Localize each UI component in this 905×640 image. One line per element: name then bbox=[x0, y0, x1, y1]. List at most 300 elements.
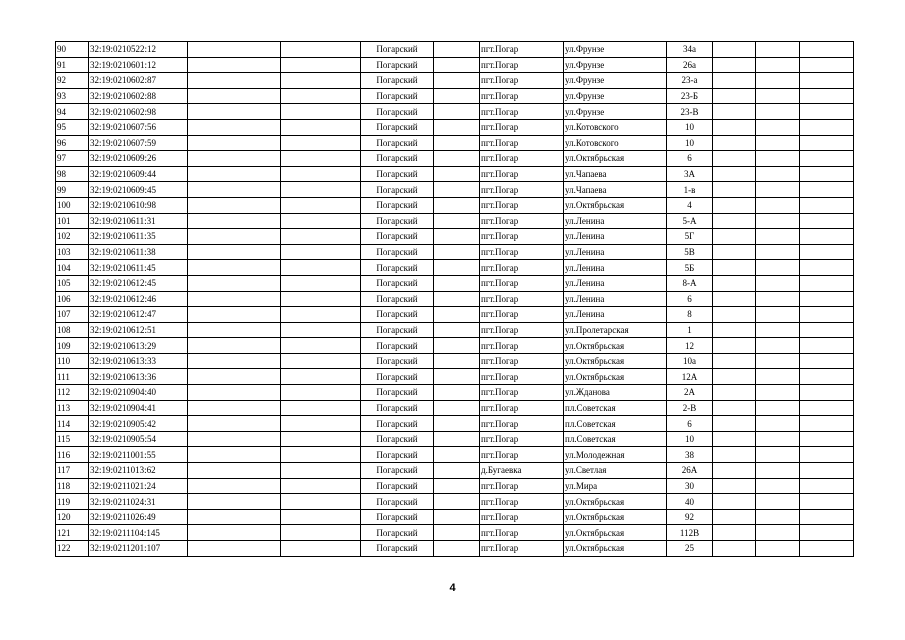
table-row bbox=[56, 353, 854, 369]
empty-cell bbox=[434, 88, 480, 104]
district: Погарский bbox=[361, 57, 434, 73]
house-number: 26а bbox=[667, 57, 713, 73]
row-number: 97 bbox=[56, 151, 89, 167]
empty-cell bbox=[434, 338, 480, 354]
row-number: 90 bbox=[56, 42, 89, 58]
table-row bbox=[56, 135, 854, 151]
row-number: 107 bbox=[56, 307, 89, 323]
empty-cell bbox=[188, 447, 281, 463]
empty-cell bbox=[281, 244, 361, 260]
row-number: 91 bbox=[56, 57, 89, 73]
empty-cell bbox=[756, 447, 800, 463]
district: Погарский bbox=[361, 541, 434, 557]
empty-cell bbox=[281, 57, 361, 73]
empty-cell bbox=[713, 353, 756, 369]
empty-cell bbox=[756, 135, 800, 151]
empty-cell bbox=[713, 57, 756, 73]
district: Погарский bbox=[361, 213, 434, 229]
empty-cell bbox=[713, 307, 756, 323]
empty-cell bbox=[800, 104, 854, 120]
row-number: 119 bbox=[56, 494, 89, 510]
empty-cell bbox=[756, 291, 800, 307]
empty-cell bbox=[281, 166, 361, 182]
table-row bbox=[56, 104, 854, 120]
house-number: 5Б bbox=[667, 260, 713, 276]
empty-cell bbox=[756, 385, 800, 401]
empty-cell bbox=[713, 119, 756, 135]
house-number: 2-В bbox=[667, 400, 713, 416]
table-row bbox=[56, 213, 854, 229]
empty-cell bbox=[800, 369, 854, 385]
house-number: 38 bbox=[667, 447, 713, 463]
house-number: 1 bbox=[667, 322, 713, 338]
street: ул.Молодежная bbox=[564, 447, 667, 463]
empty-cell bbox=[188, 88, 281, 104]
district: Погарский bbox=[361, 525, 434, 541]
empty-cell bbox=[756, 322, 800, 338]
street: ул.Октябрьская bbox=[564, 369, 667, 385]
cadastral-number: 32:19:0210905:54 bbox=[89, 431, 188, 447]
street: ул.Ленина bbox=[564, 229, 667, 245]
empty-cell bbox=[281, 151, 361, 167]
empty-cell bbox=[800, 57, 854, 73]
settlement: пгт.Погар bbox=[480, 166, 564, 182]
empty-cell bbox=[800, 119, 854, 135]
cadastral-number: 32:19:0210612:47 bbox=[89, 307, 188, 323]
house-number: 6 bbox=[667, 151, 713, 167]
empty-cell bbox=[756, 525, 800, 541]
table-body bbox=[56, 42, 854, 557]
empty-cell bbox=[713, 509, 756, 525]
row-number: 122 bbox=[56, 541, 89, 557]
empty-cell bbox=[281, 275, 361, 291]
cadastral-number: 32:19:0210904:40 bbox=[89, 385, 188, 401]
empty-cell bbox=[756, 119, 800, 135]
settlement: пгт.Погар bbox=[480, 369, 564, 385]
house-number: 12 bbox=[667, 338, 713, 354]
cadastral-number: 32:19:0211026:49 bbox=[89, 509, 188, 525]
table-row bbox=[56, 275, 854, 291]
district: Погарский bbox=[361, 307, 434, 323]
empty-cell bbox=[713, 447, 756, 463]
empty-cell bbox=[713, 244, 756, 260]
empty-cell bbox=[713, 260, 756, 276]
empty-cell bbox=[756, 400, 800, 416]
empty-cell bbox=[756, 509, 800, 525]
empty-cell bbox=[434, 463, 480, 479]
house-number: 8-А bbox=[667, 275, 713, 291]
empty-cell bbox=[188, 119, 281, 135]
cadastral-number: 32:19:0210612:45 bbox=[89, 275, 188, 291]
empty-cell bbox=[434, 307, 480, 323]
house-number: 34а bbox=[667, 42, 713, 58]
empty-cell bbox=[281, 400, 361, 416]
cadastral-number: 32:19:0210611:31 bbox=[89, 213, 188, 229]
row-number: 93 bbox=[56, 88, 89, 104]
street: ул.Октябрьская bbox=[564, 509, 667, 525]
empty-cell bbox=[756, 260, 800, 276]
settlement: пгт.Погар bbox=[480, 416, 564, 432]
street: ул.Ленина bbox=[564, 307, 667, 323]
empty-cell bbox=[188, 431, 281, 447]
empty-cell bbox=[434, 166, 480, 182]
empty-cell bbox=[800, 135, 854, 151]
district: Погарский bbox=[361, 369, 434, 385]
empty-cell bbox=[434, 197, 480, 213]
row-number: 112 bbox=[56, 385, 89, 401]
table-row bbox=[56, 447, 854, 463]
settlement: пгт.Погар bbox=[480, 541, 564, 557]
empty-cell bbox=[713, 541, 756, 557]
settlement: д.Бугаевка bbox=[480, 463, 564, 479]
empty-cell bbox=[756, 197, 800, 213]
empty-cell bbox=[188, 307, 281, 323]
empty-cell bbox=[756, 541, 800, 557]
empty-cell bbox=[756, 275, 800, 291]
cadastral-number: 32:19:0210611:45 bbox=[89, 260, 188, 276]
empty-cell bbox=[800, 182, 854, 198]
empty-cell bbox=[800, 166, 854, 182]
empty-cell bbox=[800, 509, 854, 525]
row-number: 92 bbox=[56, 73, 89, 89]
empty-cell bbox=[756, 369, 800, 385]
empty-cell bbox=[434, 73, 480, 89]
house-number: 1-в bbox=[667, 182, 713, 198]
empty-cell bbox=[434, 42, 480, 58]
empty-cell bbox=[756, 229, 800, 245]
empty-cell bbox=[756, 104, 800, 120]
table-row bbox=[56, 322, 854, 338]
district: Погарский bbox=[361, 338, 434, 354]
empty-cell bbox=[434, 494, 480, 510]
empty-cell bbox=[188, 213, 281, 229]
settlement: пгт.Погар bbox=[480, 182, 564, 198]
table-row bbox=[56, 166, 854, 182]
empty-cell bbox=[188, 260, 281, 276]
empty-cell bbox=[281, 197, 361, 213]
table-row bbox=[56, 88, 854, 104]
empty-cell bbox=[434, 182, 480, 198]
cadastral-number: 32:19:0210609:45 bbox=[89, 182, 188, 198]
table-row bbox=[56, 57, 854, 73]
row-number: 110 bbox=[56, 353, 89, 369]
cadastral-number: 32:19:0210609:26 bbox=[89, 151, 188, 167]
empty-cell bbox=[434, 416, 480, 432]
empty-cell bbox=[713, 73, 756, 89]
empty-cell bbox=[713, 275, 756, 291]
settlement: пгт.Погар bbox=[480, 260, 564, 276]
street: ул.Котовского bbox=[564, 135, 667, 151]
settlement: пгт.Погар bbox=[480, 385, 564, 401]
house-number: 25 bbox=[667, 541, 713, 557]
cadastral-number: 32:19:0210612:46 bbox=[89, 291, 188, 307]
empty-cell bbox=[434, 353, 480, 369]
empty-cell bbox=[434, 104, 480, 120]
settlement: пгт.Погар bbox=[480, 119, 564, 135]
table-row bbox=[56, 119, 854, 135]
empty-cell bbox=[800, 525, 854, 541]
empty-cell bbox=[434, 275, 480, 291]
cadastral-number: 32:19:0210601:12 bbox=[89, 57, 188, 73]
district: Погарский bbox=[361, 400, 434, 416]
house-number: 112В bbox=[667, 525, 713, 541]
empty-cell bbox=[188, 104, 281, 120]
settlement: пгт.Погар bbox=[480, 135, 564, 151]
street: ул.Ленина bbox=[564, 275, 667, 291]
empty-cell bbox=[281, 478, 361, 494]
empty-cell bbox=[713, 478, 756, 494]
street: ул.Октябрьская bbox=[564, 338, 667, 354]
house-number: 2А bbox=[667, 385, 713, 401]
table-row bbox=[56, 416, 854, 432]
empty-cell bbox=[188, 229, 281, 245]
cadastral-number: 32:19:0211001:55 bbox=[89, 447, 188, 463]
district: Погарский bbox=[361, 182, 434, 198]
cadastral-number: 32:19:0210905:42 bbox=[89, 416, 188, 432]
house-number: 5В bbox=[667, 244, 713, 260]
street: ул.Чапаева bbox=[564, 182, 667, 198]
row-number: 118 bbox=[56, 478, 89, 494]
street: пл.Советская bbox=[564, 431, 667, 447]
district: Погарский bbox=[361, 73, 434, 89]
empty-cell bbox=[188, 244, 281, 260]
settlement: пгт.Погар bbox=[480, 338, 564, 354]
cadastral-number: 32:19:0210613:29 bbox=[89, 338, 188, 354]
table-row bbox=[56, 197, 854, 213]
empty-cell bbox=[713, 213, 756, 229]
row-number: 102 bbox=[56, 229, 89, 245]
street: ул.Ленина bbox=[564, 244, 667, 260]
settlement: пгт.Погар bbox=[480, 244, 564, 260]
empty-cell bbox=[713, 369, 756, 385]
empty-cell bbox=[756, 213, 800, 229]
empty-cell bbox=[281, 385, 361, 401]
street: ул.Ленина bbox=[564, 213, 667, 229]
table-row bbox=[56, 151, 854, 167]
row-number: 104 bbox=[56, 260, 89, 276]
empty-cell bbox=[188, 353, 281, 369]
empty-cell bbox=[756, 73, 800, 89]
house-number: 10а bbox=[667, 353, 713, 369]
street: ул.Октябрьская bbox=[564, 353, 667, 369]
house-number: 12А bbox=[667, 369, 713, 385]
table-row bbox=[56, 509, 854, 525]
cadastral-number: 32:19:0211024:31 bbox=[89, 494, 188, 510]
row-number: 108 bbox=[56, 322, 89, 338]
empty-cell bbox=[281, 322, 361, 338]
street: ул.Чапаева bbox=[564, 166, 667, 182]
empty-cell bbox=[281, 213, 361, 229]
empty-cell bbox=[188, 135, 281, 151]
address-table bbox=[55, 41, 854, 557]
empty-cell bbox=[188, 494, 281, 510]
empty-cell bbox=[281, 229, 361, 245]
empty-cell bbox=[281, 353, 361, 369]
settlement: пгт.Погар bbox=[480, 73, 564, 89]
settlement: пгт.Погар bbox=[480, 353, 564, 369]
settlement: пгт.Погар bbox=[480, 307, 564, 323]
district: Погарский bbox=[361, 353, 434, 369]
empty-cell bbox=[281, 541, 361, 557]
district: Погарский bbox=[361, 151, 434, 167]
empty-cell bbox=[281, 119, 361, 135]
empty-cell bbox=[800, 88, 854, 104]
street: ул.Ленина bbox=[564, 260, 667, 276]
empty-cell bbox=[434, 525, 480, 541]
cadastral-number: 32:19:0210610:98 bbox=[89, 197, 188, 213]
empty-cell bbox=[434, 57, 480, 73]
empty-cell bbox=[800, 229, 854, 245]
cadastral-number: 32:19:0211013:62 bbox=[89, 463, 188, 479]
table-row bbox=[56, 478, 854, 494]
empty-cell bbox=[434, 447, 480, 463]
empty-cell bbox=[800, 213, 854, 229]
settlement: пгт.Погар bbox=[480, 213, 564, 229]
empty-cell bbox=[188, 291, 281, 307]
street: ул.Фрунзе bbox=[564, 73, 667, 89]
row-number: 99 bbox=[56, 182, 89, 198]
settlement: пгт.Погар bbox=[480, 151, 564, 167]
empty-cell bbox=[281, 88, 361, 104]
empty-cell bbox=[713, 431, 756, 447]
empty-cell bbox=[756, 416, 800, 432]
district: Погарский bbox=[361, 322, 434, 338]
empty-cell bbox=[800, 42, 854, 58]
district: Погарский bbox=[361, 244, 434, 260]
row-number: 114 bbox=[56, 416, 89, 432]
table-row bbox=[56, 229, 854, 245]
empty-cell bbox=[713, 291, 756, 307]
cadastral-number: 32:19:0210613:36 bbox=[89, 369, 188, 385]
empty-cell bbox=[800, 463, 854, 479]
row-number: 116 bbox=[56, 447, 89, 463]
district: Погарский bbox=[361, 197, 434, 213]
empty-cell bbox=[800, 244, 854, 260]
empty-cell bbox=[713, 88, 756, 104]
empty-cell bbox=[281, 104, 361, 120]
empty-cell bbox=[188, 416, 281, 432]
empty-cell bbox=[188, 57, 281, 73]
empty-cell bbox=[756, 431, 800, 447]
empty-cell bbox=[713, 104, 756, 120]
empty-cell bbox=[434, 291, 480, 307]
empty-cell bbox=[188, 478, 281, 494]
settlement: пгт.Погар bbox=[480, 447, 564, 463]
street: ул.Светлая bbox=[564, 463, 667, 479]
empty-cell bbox=[800, 151, 854, 167]
street: ул.Котовского bbox=[564, 119, 667, 135]
cadastral-number: 32:19:0210609:44 bbox=[89, 166, 188, 182]
empty-cell bbox=[800, 494, 854, 510]
table-row bbox=[56, 463, 854, 479]
empty-cell bbox=[281, 182, 361, 198]
empty-cell bbox=[713, 151, 756, 167]
settlement: пгт.Погар bbox=[480, 509, 564, 525]
empty-cell bbox=[800, 338, 854, 354]
empty-cell bbox=[281, 291, 361, 307]
table-row bbox=[56, 42, 854, 58]
row-number: 101 bbox=[56, 213, 89, 229]
empty-cell bbox=[756, 151, 800, 167]
empty-cell bbox=[434, 151, 480, 167]
empty-cell bbox=[188, 541, 281, 557]
street: ул.Мира bbox=[564, 478, 667, 494]
district: Погарский bbox=[361, 463, 434, 479]
empty-cell bbox=[800, 400, 854, 416]
empty-cell bbox=[188, 525, 281, 541]
row-number: 103 bbox=[56, 244, 89, 260]
table-row bbox=[56, 400, 854, 416]
district: Погарский bbox=[361, 88, 434, 104]
row-number: 115 bbox=[56, 431, 89, 447]
table-row bbox=[56, 73, 854, 89]
empty-cell bbox=[188, 400, 281, 416]
house-number: 26А bbox=[667, 463, 713, 479]
empty-cell bbox=[188, 182, 281, 198]
empty-cell bbox=[713, 182, 756, 198]
empty-cell bbox=[281, 338, 361, 354]
settlement: пгт.Погар bbox=[480, 275, 564, 291]
empty-cell bbox=[188, 275, 281, 291]
empty-cell bbox=[756, 307, 800, 323]
empty-cell bbox=[188, 166, 281, 182]
empty-cell bbox=[434, 541, 480, 557]
settlement: пгт.Погар bbox=[480, 291, 564, 307]
street: ул.Ленина bbox=[564, 291, 667, 307]
district: Погарский bbox=[361, 119, 434, 135]
house-number: 92 bbox=[667, 509, 713, 525]
house-number: 5-А bbox=[667, 213, 713, 229]
empty-cell bbox=[713, 416, 756, 432]
row-number: 100 bbox=[56, 197, 89, 213]
empty-cell bbox=[713, 494, 756, 510]
empty-cell bbox=[281, 73, 361, 89]
cadastral-number: 32:19:0210612:51 bbox=[89, 322, 188, 338]
district: Погарский bbox=[361, 494, 434, 510]
row-number: 95 bbox=[56, 119, 89, 135]
empty-cell bbox=[713, 42, 756, 58]
table-row bbox=[56, 307, 854, 323]
table-row bbox=[56, 369, 854, 385]
house-number: 10 bbox=[667, 119, 713, 135]
district: Погарский bbox=[361, 416, 434, 432]
table-row bbox=[56, 182, 854, 198]
table-row bbox=[56, 385, 854, 401]
empty-cell bbox=[800, 291, 854, 307]
empty-cell bbox=[756, 166, 800, 182]
empty-cell bbox=[281, 431, 361, 447]
empty-cell bbox=[713, 338, 756, 354]
empty-cell bbox=[434, 431, 480, 447]
table-row bbox=[56, 244, 854, 260]
row-number: 98 bbox=[56, 166, 89, 182]
table-row bbox=[56, 541, 854, 557]
district: Погарский bbox=[361, 447, 434, 463]
district: Погарский bbox=[361, 509, 434, 525]
cadastral-number: 32:19:0210522:12 bbox=[89, 42, 188, 58]
empty-cell bbox=[281, 369, 361, 385]
empty-cell bbox=[434, 244, 480, 260]
empty-cell bbox=[713, 197, 756, 213]
empty-cell bbox=[756, 57, 800, 73]
cadastral-number: 32:19:0211201:107 bbox=[89, 541, 188, 557]
district: Погарский bbox=[361, 135, 434, 151]
empty-cell bbox=[281, 509, 361, 525]
district: Погарский bbox=[361, 431, 434, 447]
street: пл.Советская bbox=[564, 416, 667, 432]
street: ул.Октябрьская bbox=[564, 525, 667, 541]
empty-cell bbox=[800, 416, 854, 432]
